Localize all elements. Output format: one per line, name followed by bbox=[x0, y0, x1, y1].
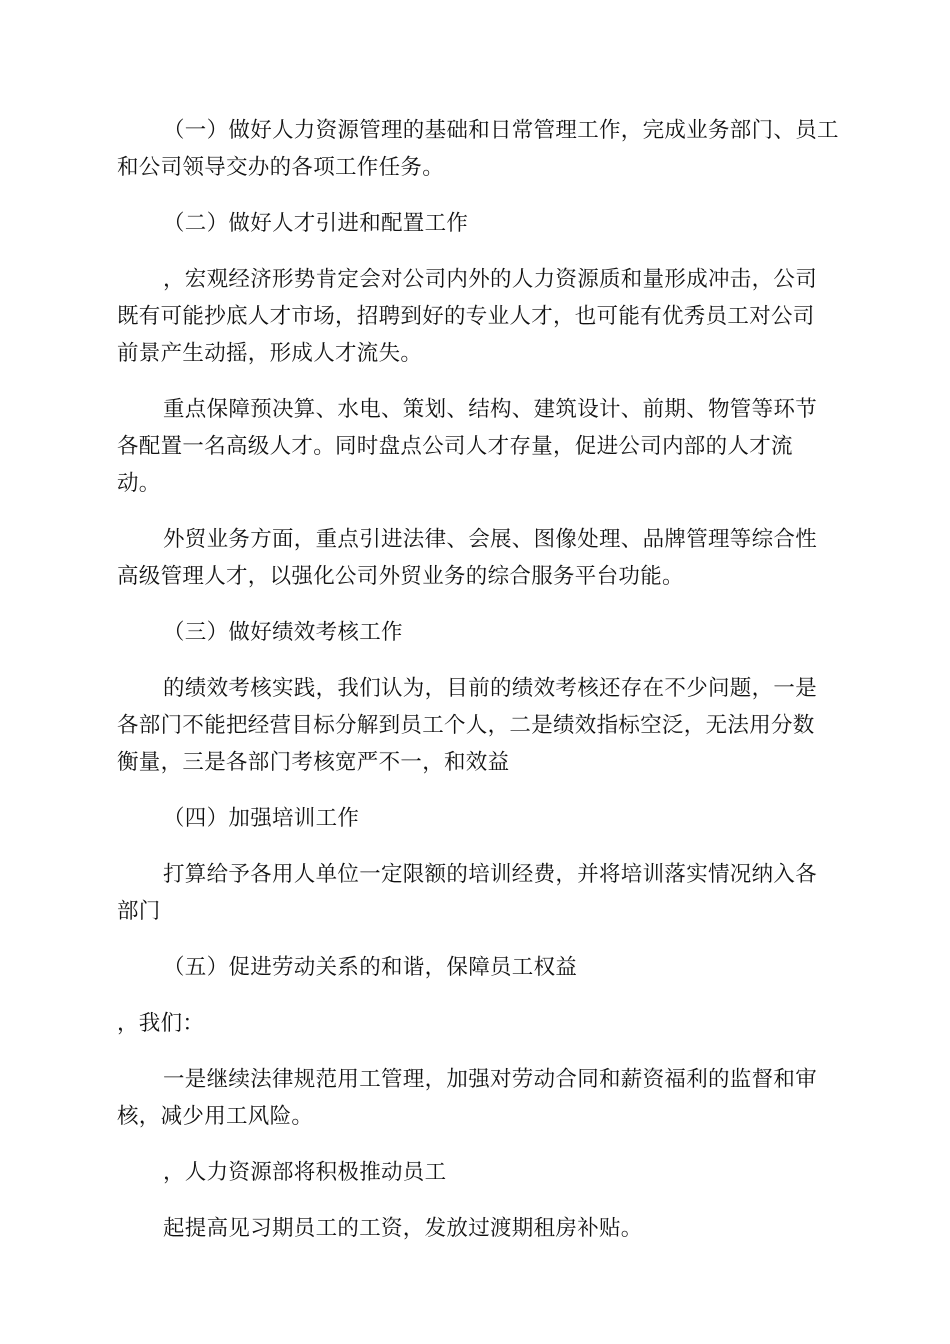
paragraph bbox=[117, 1061, 833, 1135]
paragraph bbox=[117, 856, 833, 930]
text-line: 外贸业务方面，重点引进法律、会展、图像处理、品牌管理等综合性 bbox=[163, 527, 818, 552]
document-page bbox=[117, 112, 839, 1266]
text-line: ，我们： bbox=[117, 1011, 205, 1036]
text-line: 部门 bbox=[117, 899, 161, 924]
paragraph bbox=[117, 1154, 833, 1191]
text-line: 衡量，三是各部门考核宽严不一，和效益 bbox=[117, 750, 510, 775]
text-line: （一）做好人力资源管理的基础和日常管理工作，完成业务部门、员工 bbox=[163, 118, 839, 143]
paragraph bbox=[117, 521, 833, 595]
text-line: 打算给予各用人单位一定限额的培训经费，并将培训落实情况纳入各 bbox=[163, 862, 818, 887]
paragraph bbox=[117, 1005, 833, 1042]
text-line: 各配置一名高级人才。同时盘点公司人才存量，促进公司内部的人才流 bbox=[117, 434, 793, 459]
text-line: 动。 bbox=[117, 471, 161, 496]
text-line: 高级管理人才，以强化公司外贸业务的综合服务平台功能。 bbox=[117, 564, 684, 589]
text-line: （五）促进劳动关系的和谐，保障员工权益 bbox=[163, 955, 578, 980]
paragraph bbox=[117, 391, 833, 502]
text-line: 起提高见习期员工的工资，发放过渡期租房补贴。 bbox=[163, 1216, 643, 1241]
text-line: 既有可能抄底人才市场，招聘到好的专业人才，也可能有优秀员工对公司 bbox=[117, 304, 815, 329]
text-line: 各部门不能把经营目标分解到员工个人，二是绩效指标空泛，无法用分数 bbox=[117, 713, 815, 738]
paragraph bbox=[117, 261, 833, 372]
text-line: ，宏观经济形势肯定会对公司内外的人力资源质和量形成冲击，公司 bbox=[163, 267, 818, 292]
paragraph bbox=[117, 112, 839, 186]
text-line: 核，减少用工风险。 bbox=[117, 1104, 314, 1129]
text-line: 重点保障预决算、水电、策划、结构、建筑设计、前期、物管等环节 bbox=[163, 397, 818, 422]
text-line: ，人力资源部将积极推动员工 bbox=[163, 1160, 447, 1185]
paragraph bbox=[117, 614, 833, 651]
text-line: 一是继续法律规范用工管理，加强对劳动合同和薪资福利的监督和审 bbox=[163, 1067, 818, 1092]
paragraph bbox=[117, 670, 833, 781]
paragraph bbox=[117, 1210, 833, 1247]
text-line: （四）加强培训工作 bbox=[163, 806, 360, 831]
text-line: 的绩效考核实践，我们认为，目前的绩效考核还存在不少问题，一是 bbox=[163, 676, 818, 701]
text-line: 和公司领导交办的各项工作任务。 bbox=[117, 155, 445, 180]
paragraph bbox=[117, 205, 833, 242]
text-line: 前景产生动摇，形成人才流失。 bbox=[117, 341, 423, 366]
text-line: （二）做好人才引进和配置工作 bbox=[163, 211, 469, 236]
paragraph bbox=[117, 800, 833, 837]
text-line: （三）做好绩效考核工作 bbox=[163, 620, 403, 645]
paragraph bbox=[117, 949, 833, 986]
